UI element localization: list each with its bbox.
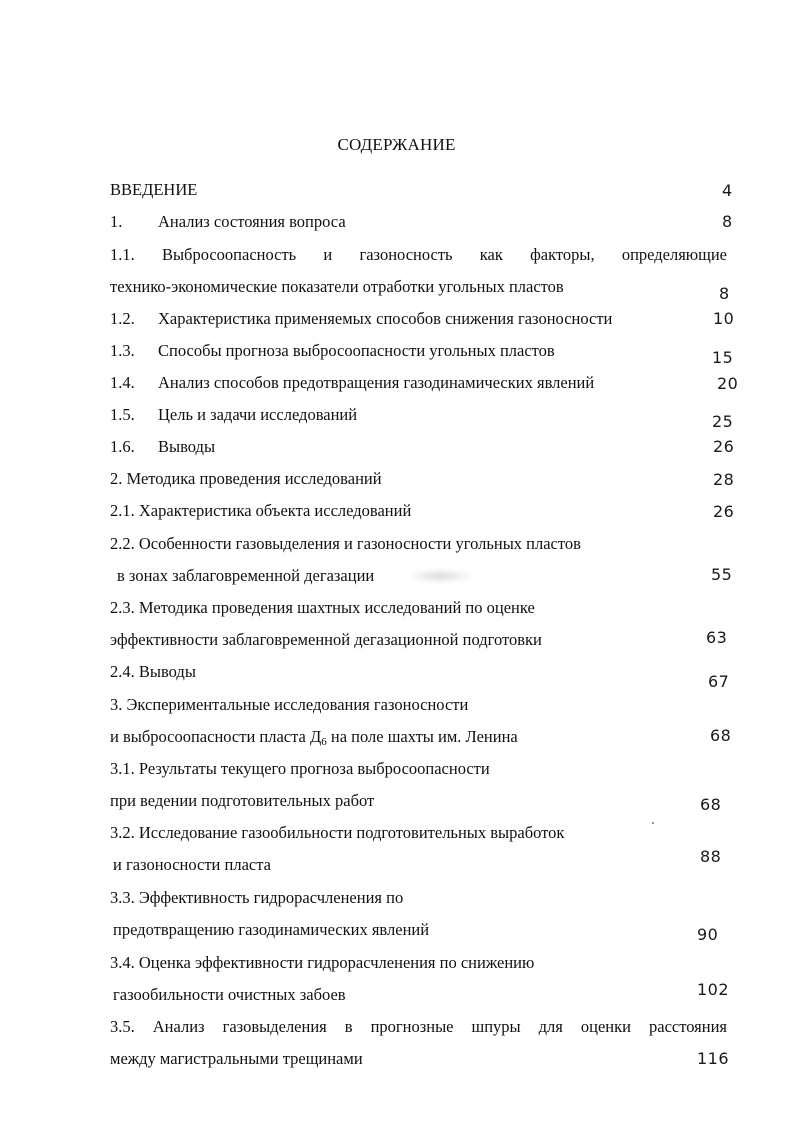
- toc-entry-text-cont: газообильности очистных забоев: [113, 985, 346, 1004]
- toc-entry-text: 3.5. Анализ газовыделения в прогнозные шпуры для оценки расстояния: [110, 1017, 727, 1036]
- toc-entry-text-cont: предотвращению газодинамических явлений: [113, 920, 430, 939]
- toc-entry-text-cont: при ведении подготовительных работ: [110, 791, 375, 810]
- toc-entry-text: Анализ состояния вопроса: [158, 212, 346, 231]
- toc-entry-page: 102: [697, 980, 730, 999]
- toc-entry-page: 25: [712, 412, 734, 431]
- toc-entry-page: 28: [713, 470, 735, 489]
- toc-entry-page: 88: [700, 847, 722, 866]
- toc-entry-text: 2.3. Методика проведения шахтных исследований по оценке: [110, 598, 535, 617]
- toc-entry-text: 3.4. Оценка эффективности гидрорасчленения по снижению: [110, 953, 535, 972]
- toc-entry-text-cont: технико-экономические показатели отработки угольных пластов: [110, 277, 564, 296]
- toc-entry-page: 4: [722, 181, 733, 200]
- toc-entry-page: 68: [710, 726, 732, 745]
- toc-entry-text: 3.2. Исследование газообильности подготовительных выработок: [110, 823, 565, 842]
- toc-entry-text-part: и выбросоопасности пласта Д: [110, 727, 322, 746]
- toc-entry-page: 8: [719, 284, 730, 303]
- toc-entry-text: 2.1. Характеристика объекта исследований: [110, 501, 412, 520]
- toc-entry-number: 1.6.: [110, 437, 135, 456]
- toc-entry-text: Выводы: [158, 437, 216, 456]
- toc-entry-page: 116: [697, 1049, 730, 1068]
- toc-entry-page: 26: [713, 437, 735, 456]
- toc-entry-page: 90: [697, 925, 719, 944]
- toc-entry-text: ВВЕДЕНИЕ: [110, 180, 198, 199]
- toc-entry-text-cont: эффективности заблаговременной дегазационной подготовки: [110, 630, 542, 649]
- toc-entry-number: 1.2.: [110, 309, 135, 328]
- toc-entry-page: 20: [717, 374, 739, 393]
- subscript: 6: [321, 736, 327, 748]
- page-title: СОДЕРЖАНИЕ: [337, 135, 456, 154]
- toc-entry-text: 1.1. Выбросоопасность и газоносность как факторы, определяющие: [110, 245, 727, 264]
- toc-entry-page: 55: [711, 565, 733, 584]
- toc-entry-text: Способы прогноза выбросоопасности угольных пластов: [158, 341, 555, 360]
- toc-entry-number: 1.3.: [110, 341, 135, 360]
- toc-entry-page: 67: [708, 672, 730, 691]
- toc-entry-number: 1.4.: [110, 373, 135, 392]
- toc-entry-page: 15: [712, 348, 734, 367]
- toc-entry-page: 26: [713, 502, 735, 521]
- toc-entry-text: 3.3. Эффективность гидрорасчленения по: [110, 888, 404, 907]
- toc-entry-page: 63: [706, 628, 728, 647]
- toc-entry-text: 2.4. Выводы: [110, 662, 196, 681]
- toc-entry-text: Анализ способов предотвращения газодинамических явлений: [158, 373, 595, 392]
- scan-speck: [652, 822, 654, 824]
- toc-entry-text: 3.1. Результаты текущего прогноза выбросоопасности: [110, 759, 490, 778]
- toc-entry-text-part: на поле шахты им. Ленина: [326, 727, 518, 746]
- toc-entry-text: Цель и задачи исследований: [158, 405, 358, 424]
- toc-entry-text-cont: [110, 727, 518, 752]
- toc-entry-text-cont: между магистральными трещинами: [110, 1049, 363, 1068]
- toc-entry-text-cont: в зонах заблаговременной дегазации: [117, 566, 375, 585]
- toc-entry-number: 1.: [110, 212, 123, 231]
- toc-entry-text: 2.2. Особенности газовыделения и газоносности угольных пластов: [110, 534, 581, 553]
- toc-entry-page: 8: [722, 212, 733, 231]
- toc-entry-page: 68: [700, 795, 722, 814]
- toc-entry-text-cont: и газоносности пласта: [113, 855, 271, 874]
- toc-entry-text: 3. Экспериментальные исследования газоносности: [110, 695, 469, 714]
- scan-smudge: [408, 568, 473, 584]
- toc-entry-text: Характеристика применяемых способов снижения газоносности: [158, 309, 613, 328]
- toc-entry-number: 1.5.: [110, 405, 135, 424]
- toc-entry-text: 2. Методика проведения исследований: [110, 469, 382, 488]
- toc-entry-page: 10: [713, 309, 735, 328]
